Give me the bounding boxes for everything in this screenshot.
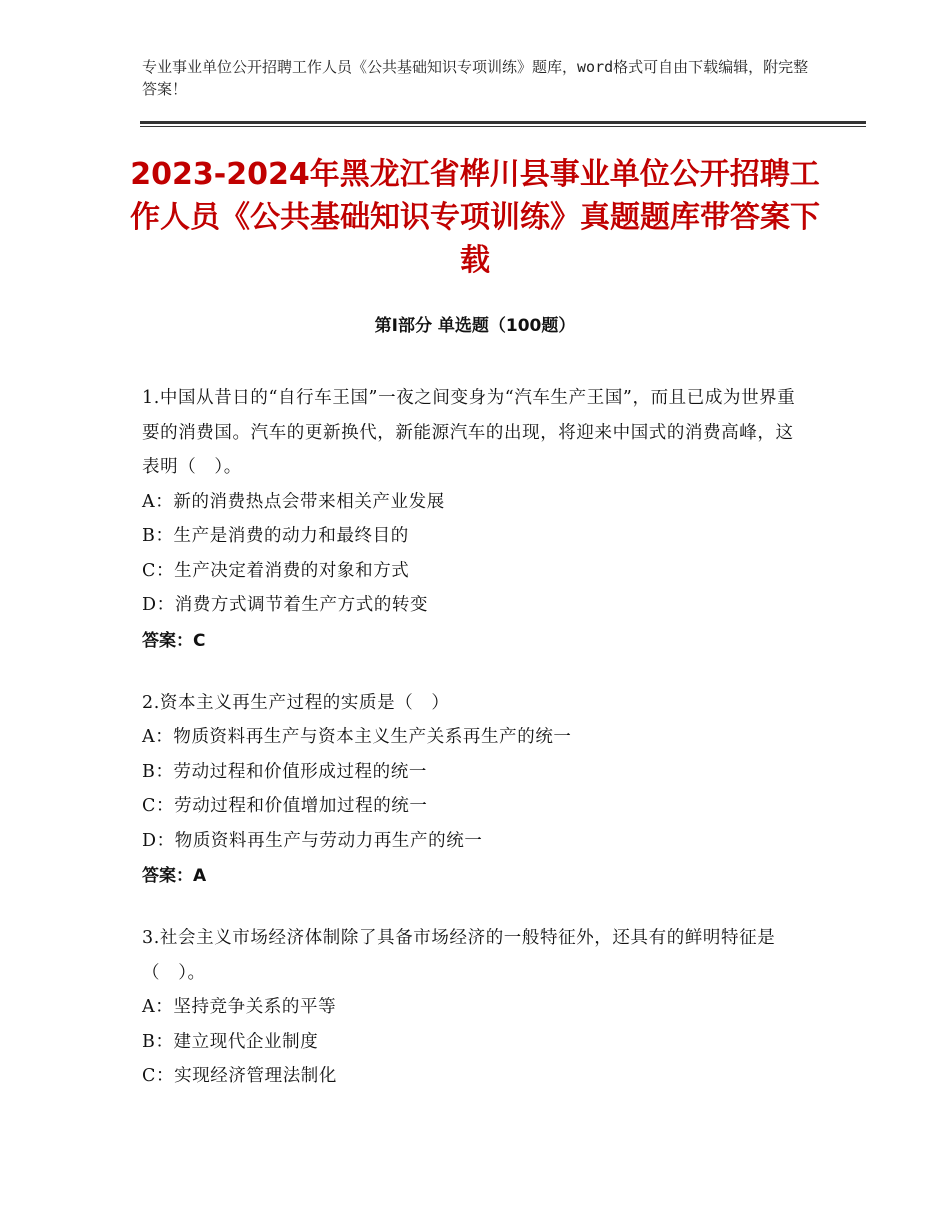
option-c: C：实现经济管理法制化 <box>142 1066 337 1086</box>
question-1 <box>142 381 810 659</box>
answer-text: 答案：C <box>142 630 206 651</box>
question-stem: 2.资本主义再生产过程的实质是（ ） <box>142 692 450 713</box>
option-a: A：新的消费热点会带来相关产业发展 <box>142 491 445 512</box>
question-stem: 1.中国从昔日的“自行车王国”一夜之间变身为“汽车生产王国”，而且已成为世界重要的消费国。汽车的更新换代，新能源汽车的出现，将迎来中国式的消费高峰，这表明（ ）。 <box>142 388 796 477</box>
header-divider-thin <box>140 126 866 127</box>
option-d: D：物质资料再生产与劳动力再生产的统一 <box>142 830 483 851</box>
header-note: 专业事业单位公开招聘工作人员《公共基础知识专项训练》题库，word格式可自由下载编辑，附完整答案！ <box>142 58 809 98</box>
option-a: A：物质资料再生产与资本主义生产关系再生产的统一 <box>142 727 572 747</box>
question-2 <box>142 686 810 895</box>
header-divider-thick <box>140 121 866 124</box>
option-d: D：消费方式调节着生产方式的转变 <box>142 595 429 615</box>
option-c: C：生产决定着消费的对象和方式 <box>142 560 410 581</box>
option-b: B：建立现代企业制度 <box>142 1031 319 1052</box>
option-b: B：生产是消费的动力和最终目的 <box>142 526 409 546</box>
question-stem: 3.社会主义市场经济体制除了具备市场经济的一般特征外，还具有的鲜明特征是（ ）。 <box>142 928 776 983</box>
question-list <box>142 381 810 1121</box>
section-title: 第Ⅰ部分 单选题（100题） <box>374 316 576 336</box>
answer-text: 答案：A <box>142 866 207 886</box>
option-c: C：劳动过程和价值增加过程的统一 <box>142 796 428 816</box>
document-title: 2023-2024年黑龙江省桦川县事业单位公开招聘工作人员《公共基础知识专项训练》真题题库带答案下载 <box>130 157 820 278</box>
option-b: B：劳动过程和价值形成过程的统一 <box>142 761 427 782</box>
question-3 <box>142 921 810 1094</box>
option-a: A：坚持竞争关系的平等 <box>142 997 337 1017</box>
